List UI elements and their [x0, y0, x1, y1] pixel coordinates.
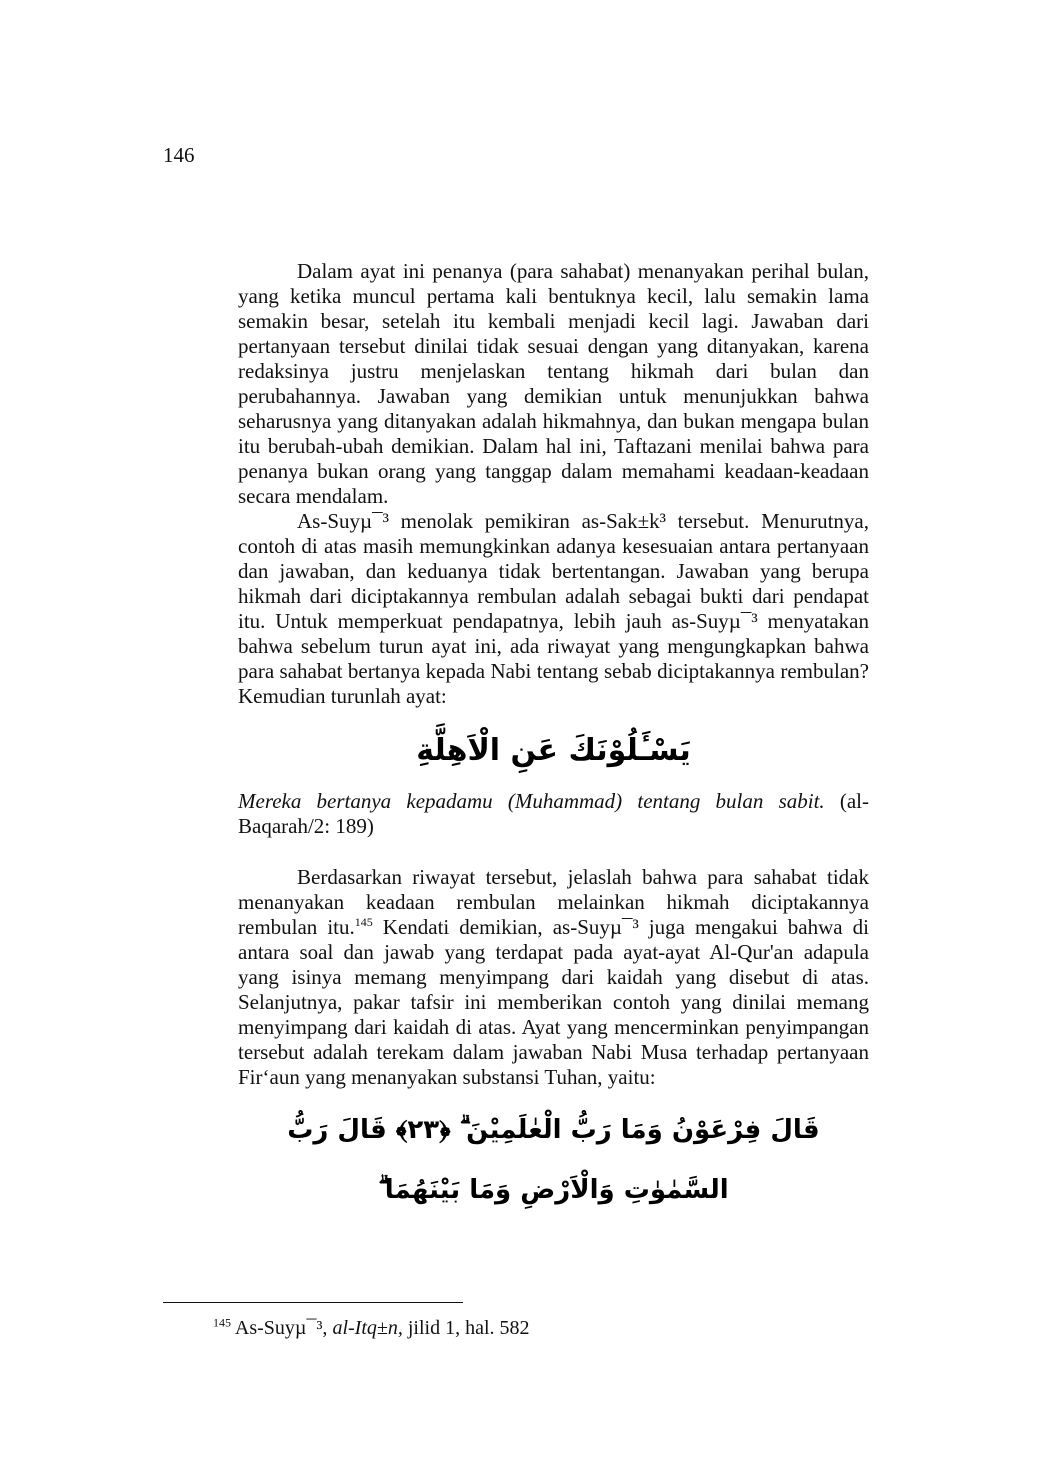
footnote-title: al-Itq±n,	[332, 1317, 403, 1339]
paragraph-3-part-2: Kendati demikian, as-Suyµ¯³ juga mengakui bahwa di antara soal dan jawab yang terdapat pada ayat-ayat Al-Qur'an adapula yang isinya memang menyimpang dari kaidah yang disebut di atas. Selanjutnya, pakar tafsir ini memberikan contoh yang dinilai memang menyimpang dari kaidah di atas. Ayat yang mencerminkan penyimpangan tersebut adalah terekam dalam jawaban Nabi Musa terhadap pertanyaan Fir‘aun yang menanyakan substansi Tuhan, yaitu:	[238, 915, 869, 1089]
paragraph-3	[238, 865, 869, 1090]
translation-reference: (al-Baqarah/2: 189)	[238, 789, 869, 838]
paragraph-2: As-Suyµ¯³ menolak pemikiran as-Sak±k³ tersebut. Menurutnya, contoh di atas masih memungkinkan adanya kesesuaian antara pertanyaan dan jawaban, dan keduanya tidak bertentangan. Jawaban yang berupa hikmah dari diciptakannya rembulan adalah sebagai bukti dari pendapat itu. Untuk memperkuat pendapatnya, lebih jauh as-Suyµ¯³ menyatakan bahwa sebelum turun ayat ini, ada riwayat yang mengungkapkan bahwa para sahabat bertanya kepada Nabi tentang sebab diciptakannya rembulan? Kemudian turunlah ayat:	[238, 509, 869, 708]
paragraph-1: Dalam ayat ini penanya (para sahabat) menanyakan perihal bulan, yang ketika muncul pertama kali bentuknya kecil, lalu semakin lama semakin besar, setelah itu kembali menjadi kecil lagi. Jawaban dari pertanyaan tersebut dinilai tidak sesuai dengan yang ditanyakan, karena redaksinya justru menjelaskan tentang hikmah dari bulan dan perubahannya. Jawaban yang demikian untuk menunjukkan bahwa seharusnya yang ditanyakan adalah hikmahnya, dan bukan mengapa bulan itu berubah-ubah demikian. Dalam hal ini, Taftazani menilai bahwa para penanya bukan orang yang tanggap dalam memahami keadaan-keadaan secara mendalam.	[238, 259, 869, 508]
verse-translation	[238, 789, 869, 839]
paragraph-3-part-1: Berdasarkan riwayat tersebut, jelaslah bahwa para sahabat tidak menanyakan keadaan rembulan melainkan hikmah diciptakannya rembulan itu.	[238, 865, 869, 939]
footnote-145	[213, 1315, 530, 1341]
arabic-verse-2: قَالَ فِرْعَوْنُ وَمَا رَبُّ الْعٰلَمِيْنَ ۗ ﴿٢٣﴾ قَالَ رَبُّ السَّمٰوٰتِ وَالْاَرْضِ وَمَا بَيْنَهُمَا ۗ	[287, 1115, 820, 1205]
translation-text: Mereka bertanya kepadamu (Muhammad) tentang bulan sabit.	[238, 789, 825, 813]
arabic-verse-1: يَسْـَٔلُوْنَكَ عَنِ الْاَهِلَّةِ	[416, 733, 691, 768]
footnote-number: 145	[213, 1315, 231, 1330]
page-number: 146	[163, 143, 195, 167]
footnote-author: As-Suyµ¯³,	[234, 1317, 328, 1339]
footnote-divider	[163, 1302, 463, 1303]
footnote-reference[interactable]: 145	[354, 915, 373, 929]
footnote-details: jilid 1, hal. 582	[407, 1317, 530, 1339]
main-text	[238, 259, 869, 1205]
